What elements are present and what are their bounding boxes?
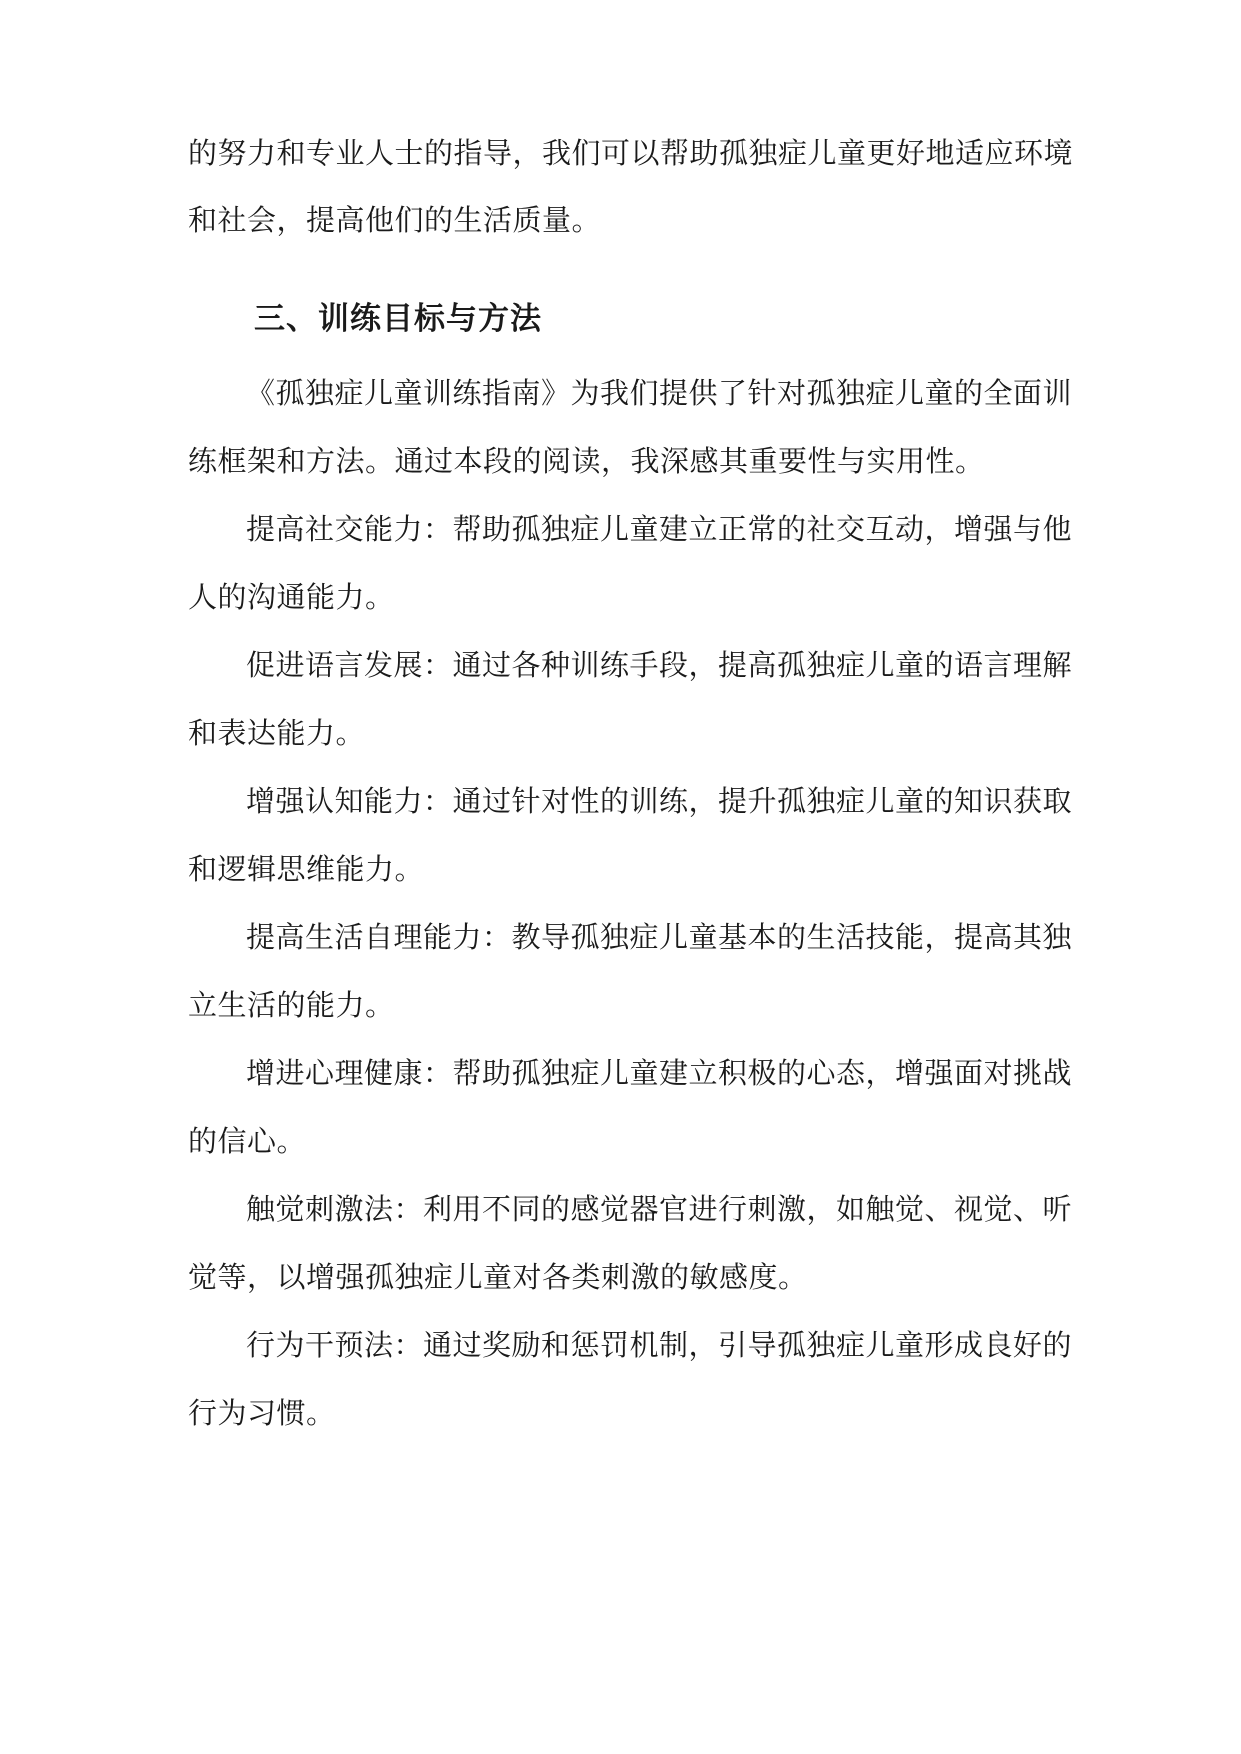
paragraph-1-line-2: 练框架和方法。通过本段的阅读，我深感其重要性与实用性。 [188, 444, 985, 478]
paragraph-4-line-2: 和逻辑思维能力。 [188, 852, 425, 886]
paragraph-7-line-2: 觉等，以增强孤独症儿童对各类刺激的敏感度。 [188, 1260, 808, 1294]
paragraph-4-line-1: 增强认知能力：通过针对性的训练，提升孤独症儿童的知识获取 [246, 784, 1073, 818]
paragraph-2-line-2: 人的沟通能力。 [188, 580, 395, 614]
section-heading: 三、训练目标与方法 [254, 301, 542, 337]
paragraph-1-line-1: 《孤独症儿童训练指南》为我们提供了针对孤独症儿童的全面训 [246, 376, 1073, 410]
intro-line-2: 和社会，提高他们的生活质量。 [188, 203, 602, 237]
intro-line-1: 的努力和专业人士的指导，我们可以帮助孤独症儿童更好地适应环境 [188, 136, 1074, 170]
paragraph-7-line-1: 触觉刺激法：利用不同的感觉器官进行刺激，如触觉、视觉、听 [246, 1192, 1073, 1226]
paragraph-8-line-2: 行为习惯。 [188, 1396, 336, 1430]
paragraph-3-line-2: 和表达能力。 [188, 716, 366, 750]
paragraph-3-line-1: 促进语言发展：通过各种训练手段，提高孤独症儿童的语言理解 [246, 648, 1073, 682]
paragraph-5-line-1: 提高生活自理能力：教导孤独症儿童基本的生活技能，提高其独 [246, 920, 1073, 954]
paragraph-8-line-1: 行为干预法：通过奖励和惩罚机制，引导孤独症儿童形成良好的 [246, 1328, 1073, 1362]
paragraph-2-line-1: 提高社交能力：帮助孤独症儿童建立正常的社交互动，增强与他 [246, 512, 1073, 546]
paragraph-6-line-2: 的信心。 [188, 1124, 307, 1158]
paragraph-5-line-2: 立生活的能力。 [188, 988, 395, 1022]
paragraph-6-line-1: 增进心理健康：帮助孤独症儿童建立积极的心态，增强面对挑战 [246, 1056, 1073, 1090]
